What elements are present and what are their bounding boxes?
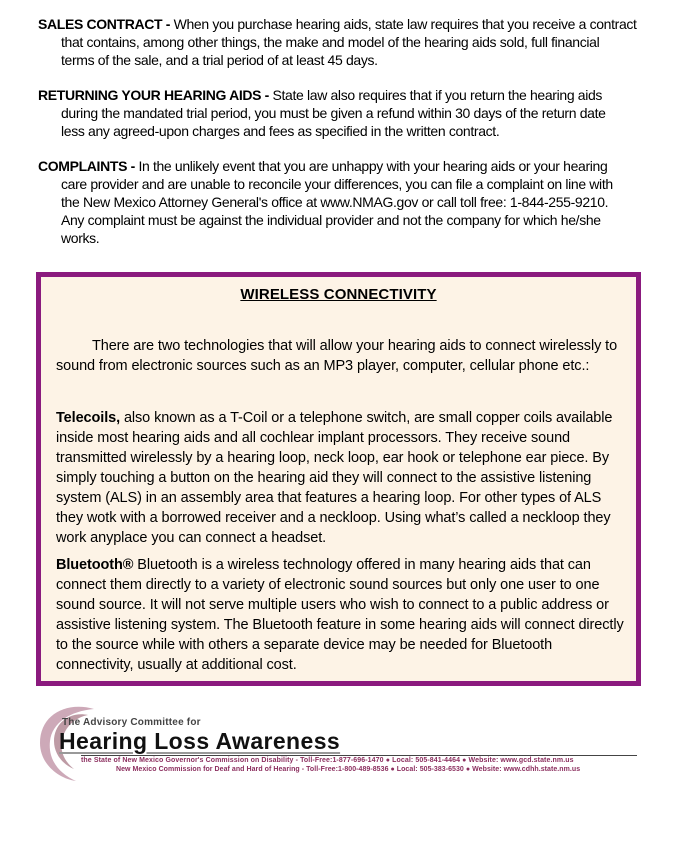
complaints-text-2: care provider and are unable to reconcile your differences, you can file a complaint on line with	[61, 176, 613, 192]
returning-text-1: State law also requires that if you return the hearing aids	[268, 87, 603, 103]
bluetooth-paragraph	[56, 555, 631, 675]
logo-title: Hearing Loss Awareness	[59, 728, 341, 754]
wireless-title: WIRELESS CONNECTIVITY	[240, 286, 437, 303]
wireless-intro-text: There are two technologies that will allow your hearing aids to connect wirelessly to sound from electronic sources such as an MP3 player, computer, cellular phone etc.:	[56, 338, 618, 374]
complaints-heading: COMPLAINTS -	[38, 158, 135, 174]
complaints-first-line	[38, 157, 646, 175]
returning-text-2: during the mandated trial period, you must be given a refund within 30 days of the return date	[61, 105, 606, 121]
sales-contract-text-2: that contains, among other things, the make and model of the hearing aids sold, full financial	[61, 34, 600, 50]
complaints-text-3: the New Mexico Attorney General's office at www.NMAG.gov or call toll free: 1-844-255-9210.	[61, 194, 609, 210]
returning-first-line	[38, 86, 646, 104]
returning-heading: RETURNING YOUR HEARING AIDS -	[38, 87, 269, 103]
sales-contract-text-3: terms of the sale, and a trial period of at least 45 days.	[61, 52, 378, 68]
logo-contact-line-2: New Mexico Commission for Deaf and Hard of Hearing - Toll-Free:1-800-489-8536 ● Local: 505-383-6530 ● Website: www.cdhh.state.nm.us	[116, 766, 581, 773]
hearing-loss-awareness-logo	[36, 703, 646, 783]
complaints-section	[38, 157, 646, 247]
wireless-intro-paragraph	[56, 336, 621, 376]
telecoils-paragraph	[56, 408, 631, 548]
returning-hearing-aids-section	[38, 86, 646, 140]
sales-contract-text-1: When you purchase hearing aids, state law requires that you receive a contract	[170, 16, 637, 32]
complaints-text-1: In the unlikely event that you are unhappy with your hearing aids or your hearing	[134, 158, 608, 174]
logo-subtitle: The Advisory Committee for	[62, 717, 201, 728]
sales-contract-heading: SALES CONTRACT -	[38, 16, 171, 32]
logo-contact-line-1: the State of New Mexico Governor's Commission on Disability - Toll-Free:1-877-696-1470 ● Local: 505-841-4464 ● Website: www.gcd.state.nm.us	[81, 757, 574, 764]
logo-divider	[81, 755, 637, 756]
returning-text-3: less any agreed-upon charges and fees as specified in the written contract.	[61, 123, 500, 139]
sales-contract-section	[38, 15, 646, 69]
complaints-text-4: Any complaint must be against the individual provider and not the company for which he/she	[61, 212, 601, 228]
complaints-text-5: works.	[61, 230, 100, 246]
bluetooth-text: Bluetooth is a wireless technology offered in many hearing aids that can connect them directly to a variety of electronic sound sources but only one user to one sound source. It will not serve multiple users who wish to connect to a public address or assistive listening system. The Bluetooth feature in some hearing aids will connect directly to the source while with others a separate device may be needed for Bluetooth connectivity, usually at additional cost.	[56, 557, 624, 673]
telecoils-lead: Telecoils,	[56, 410, 121, 426]
sales-contract-first-line	[38, 15, 646, 33]
telecoils-text: also known as a T-Coil or a telephone switch, are small copper coils available inside most hearing aids and all cochlear implant processors. They receive sound transmitted wirelessly by a hearing loop, neck loop, ear hook or telephone ear piece. By simply touching a button on the hearing aid they will connect to the assistive listening system (ALS) in an assembly area that features a hearing loop. For other types of ALS they wotk with a borrowed receiver and a neckloop. Using what’s called a neckloop they work anyplace you can connect a headset.	[56, 410, 613, 546]
wireless-connectivity-box	[36, 272, 641, 686]
bluetooth-lead: Bluetooth®	[56, 557, 134, 573]
